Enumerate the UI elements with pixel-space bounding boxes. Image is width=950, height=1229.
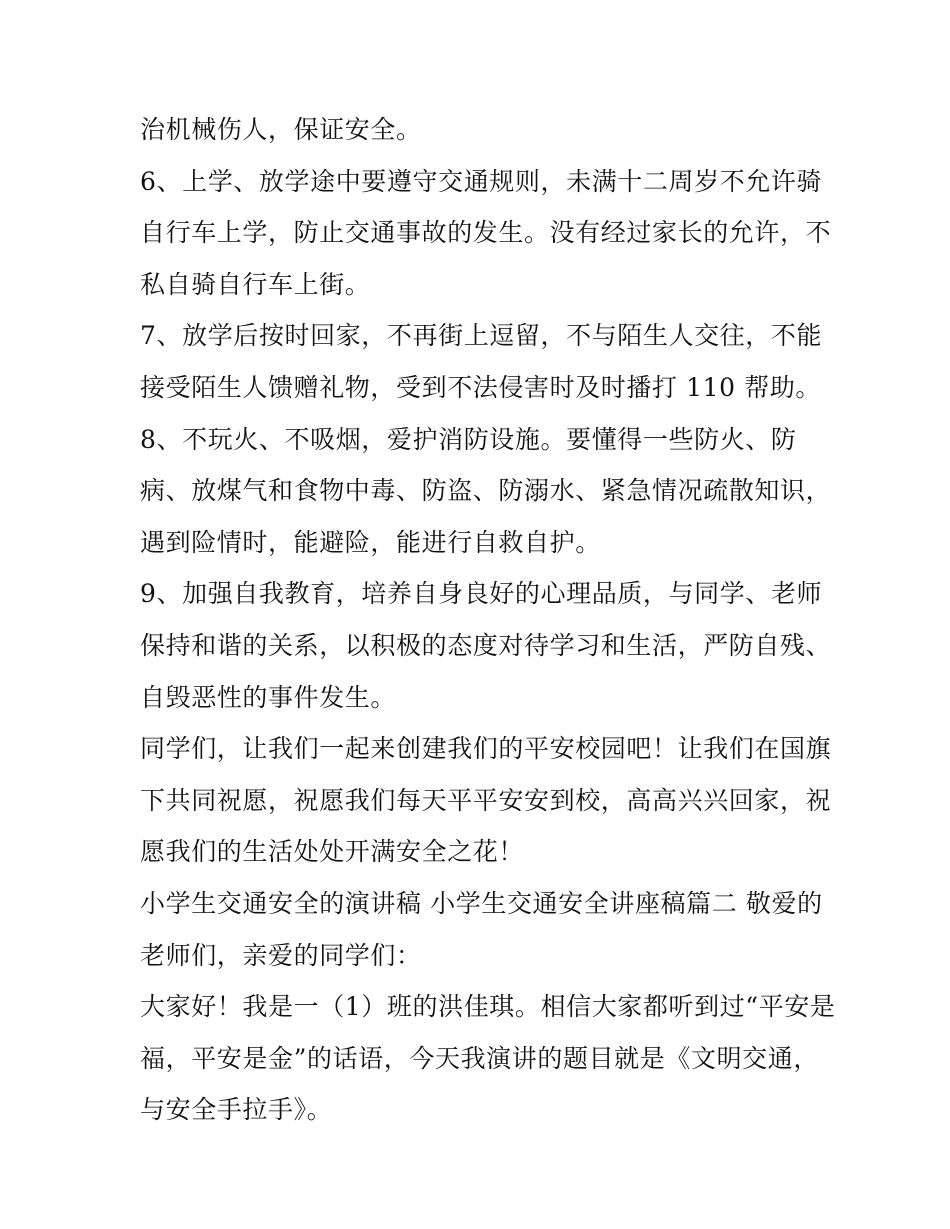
text-line: 大家好！我是一（1）班的洪佳琪。相信大家都听到过“平安是 bbox=[140, 992, 836, 1022]
text-line: 福，平安是金”的话语，今天我演讲的题目就是《文明交通， bbox=[140, 1043, 819, 1073]
text-line: 7、放学后按时回家，不再街上逗留，不与陌生人交往，不能 bbox=[140, 321, 823, 351]
text-line: 同学们，让我们一起来创建我们的平安校园吧！让我们在国旗 bbox=[140, 734, 832, 764]
text-line: 治机械伤人，保证安全。 bbox=[140, 115, 422, 144]
text-line: 遇到险情时，能避险，能进行自救自护。 bbox=[140, 527, 601, 557]
text-line: 保持和谐的关系，以积极的态度对待学习和生活，严防自残、 bbox=[140, 630, 832, 660]
text-line: 9、加强自我教育，培养自身良好的心理品质，与同学、老师 bbox=[140, 579, 823, 609]
text-line: 病、放煤气和食物中毒、防盗、防溺水、紧急情况疏散知识， bbox=[140, 476, 832, 506]
text-line: 6、上学、放学途中要遵守交通规则，未满十二周岁不允许骑 bbox=[140, 166, 823, 196]
text-line: 自毁恶性的事件发生。 bbox=[140, 682, 397, 712]
text-line: 下共同祝愿，祝愿我们每天平平安安到校，高高兴兴回家，祝 bbox=[140, 785, 832, 815]
document-body bbox=[140, 104, 836, 1136]
text-line: 自行车上学，防止交通事故的发生。没有经过家长的允许，不 bbox=[140, 218, 832, 248]
text-line: 私自骑自行车上街。 bbox=[140, 269, 371, 299]
text-line: 愿我们的生活处处开满安全之花！ bbox=[140, 837, 525, 867]
text-line: 接受陌生人馈赠礼物，受到不法侵害时及时播打 110 帮助。 bbox=[140, 372, 822, 402]
text-line: 老师们，亲爱的同学们： bbox=[140, 940, 422, 970]
text-line: 小学生交通安全的演讲稿 小学生交通安全讲座稿篇二 敬爱的 bbox=[140, 888, 823, 918]
text-line: 与安全手拉手》。 bbox=[140, 1095, 333, 1125]
text-line: 8、不玩火、不吸烟，爱护消防设施。要懂得一些防火、防 bbox=[140, 424, 797, 454]
